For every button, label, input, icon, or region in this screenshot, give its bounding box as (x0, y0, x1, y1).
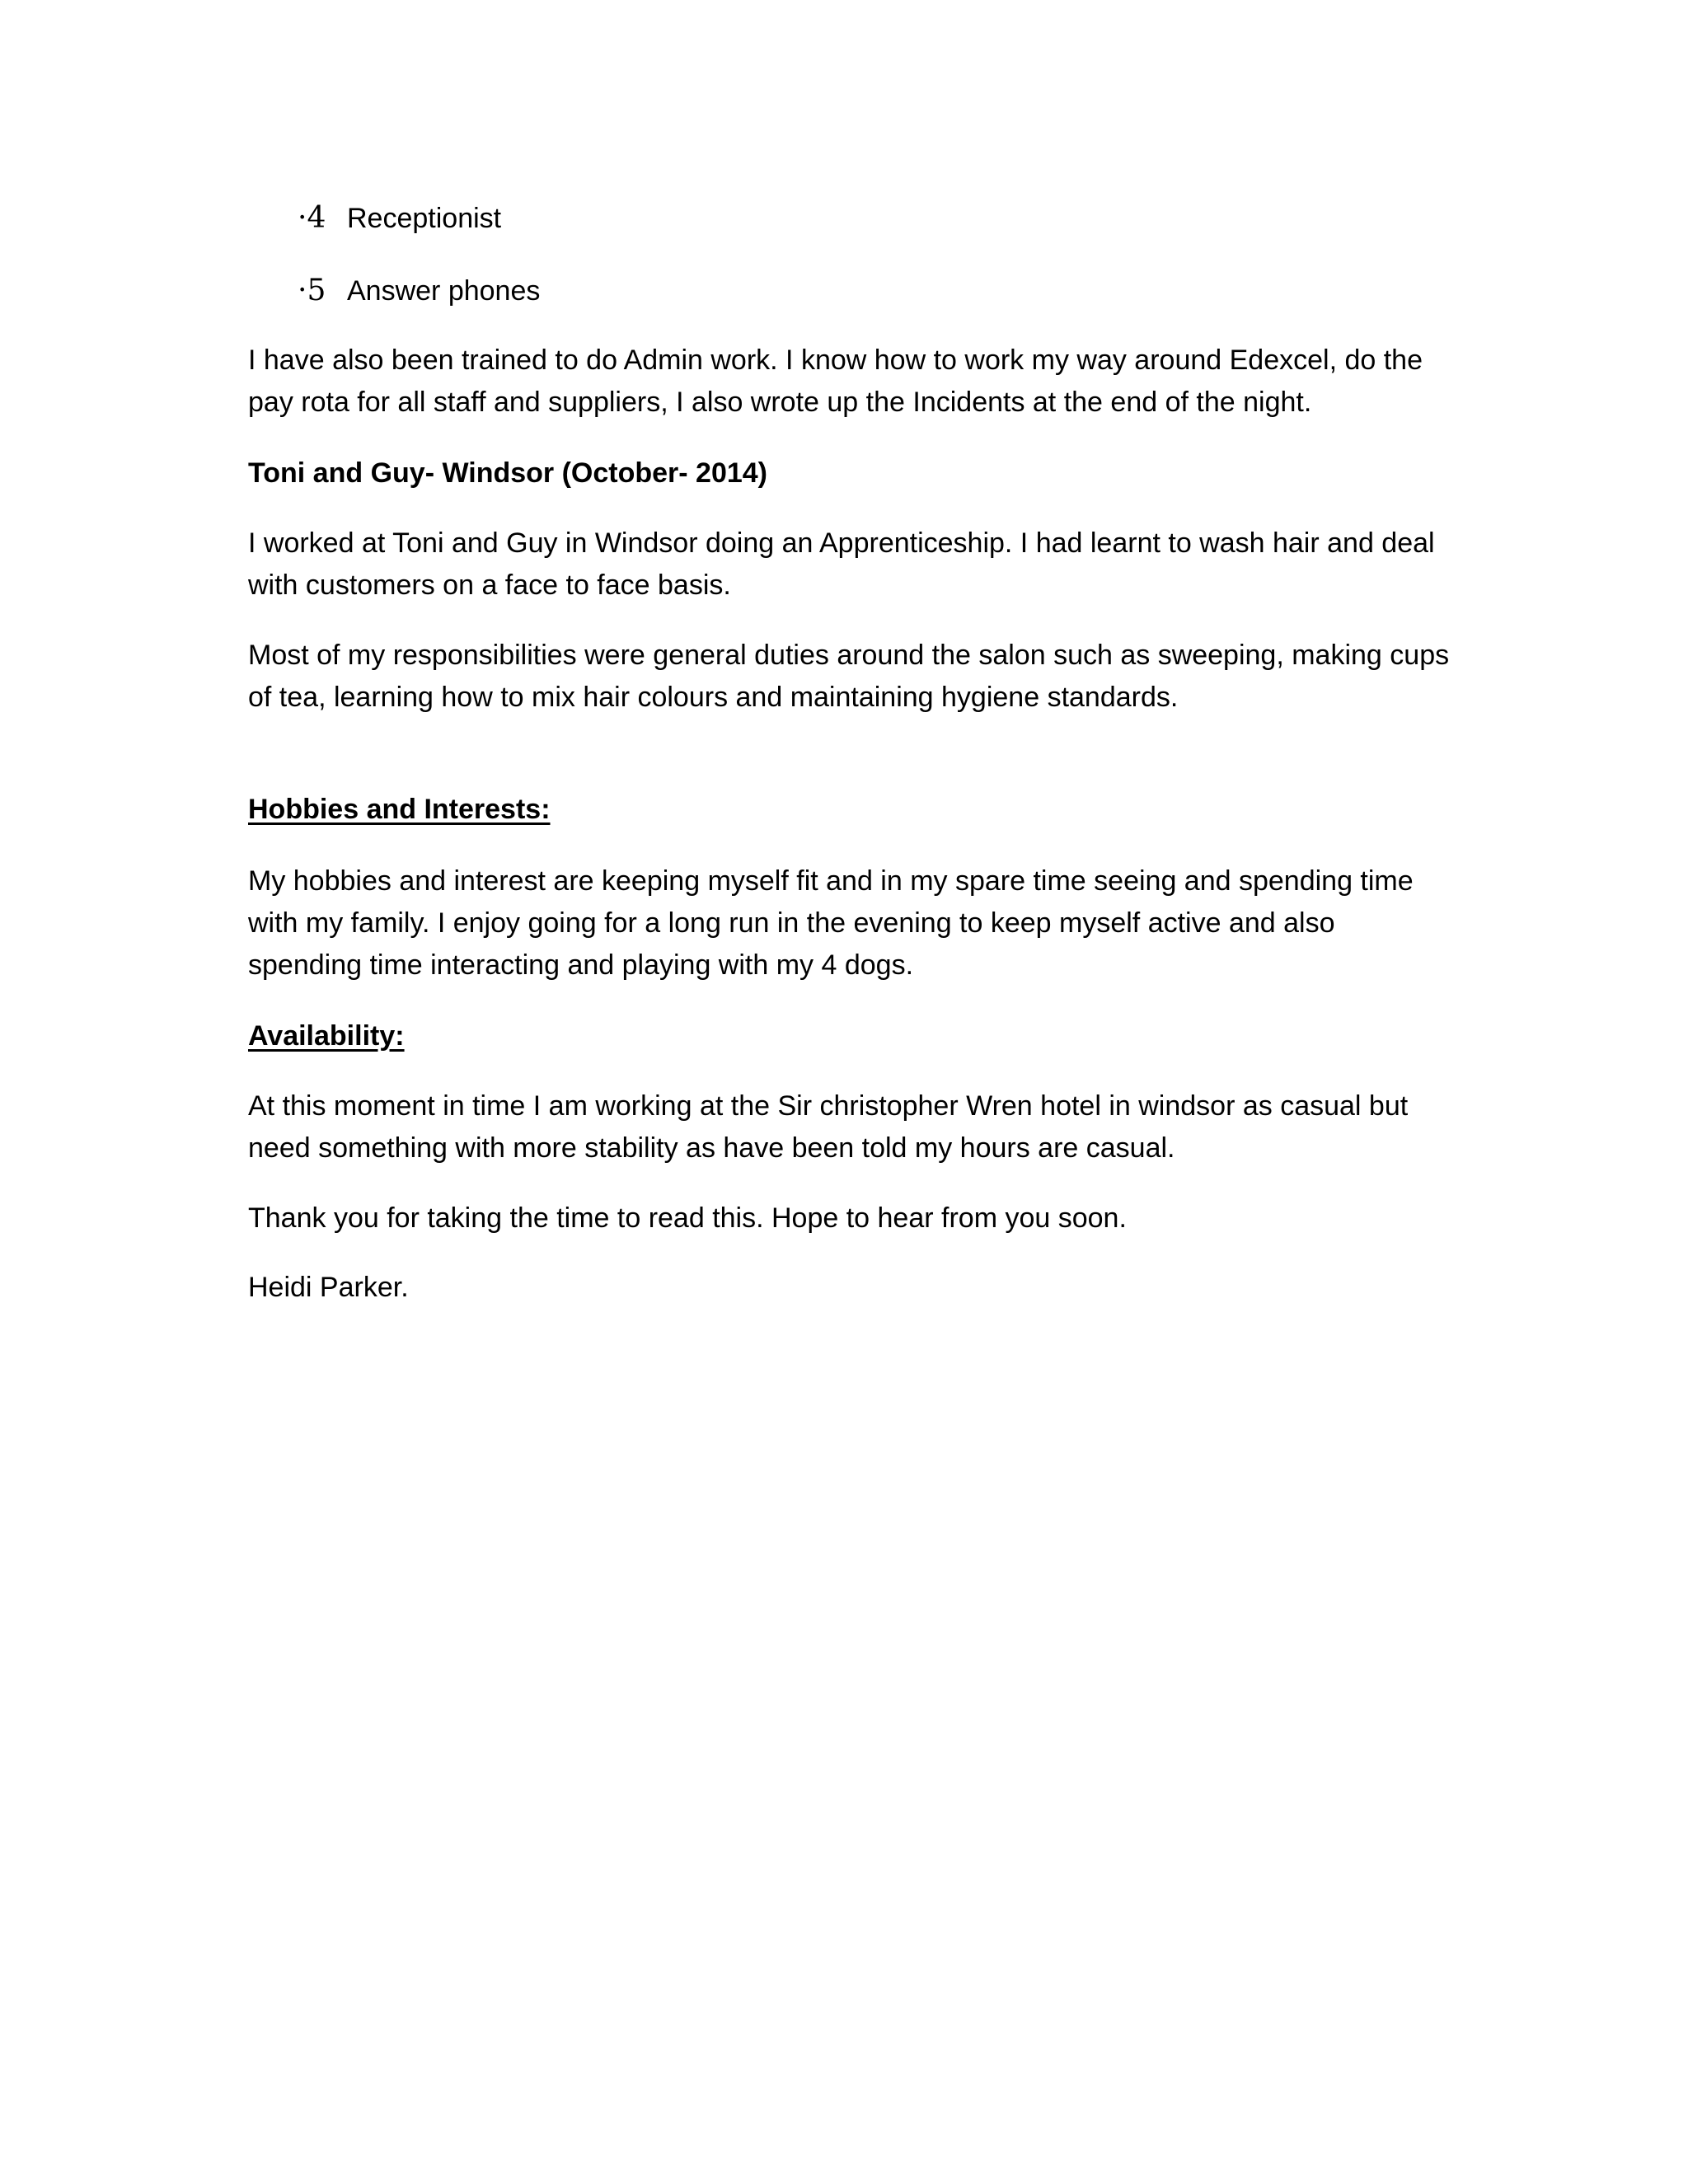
admin-paragraph: I have also been trained to do Admin work. I know how to work my way around Edexcel, do the pay rota for all staff and suppliers, I also wrote up the Incidents at the end of the night. (248, 344, 1423, 418)
list-item-text: Receptionist (347, 203, 502, 234)
availability-paragraph: At this moment in time I am working at the Sir christopher Wren hotel in windsor as casual but need something with more stability as have been told my hours are casual. (248, 1090, 1409, 1164)
list-marker: ·4 (298, 201, 326, 235)
availability-heading: Availability: (248, 1020, 405, 1052)
closing-line: Thank you for taking the time to read this. Hope to hear from you soon. (248, 1202, 1127, 1234)
list-marker: ·5 (298, 274, 326, 307)
signature: Heidi Parker. (248, 1272, 409, 1303)
toni-guy-paragraph-1: I worked at Toni and Guy in Windsor doing an Apprenticeship. I had learnt to wash hair and deal with customers on a face to face basis. (248, 527, 1435, 601)
toni-guy-heading: Toni and Guy- Windsor (October- 2014) (248, 457, 767, 489)
hobbies-paragraph: My hobbies and interest are keeping myself fit and in my spare time seeing and spending time with my family. I enjoy going for a long run in the evening to keep myself active and also spending time interacting and playing with my 4 dogs. (248, 865, 1414, 981)
hobbies-heading: Hobbies and Interests: (248, 794, 551, 825)
toni-guy-paragraph-2: Most of my responsibilities were general duties around the salon such as sweeping, making cups of tea, learning how to mix hair colours and maintaining hygiene standards. (248, 640, 1450, 713)
list-item (298, 200, 501, 237)
list-item (298, 273, 540, 309)
list-item-text: Answer phones (347, 275, 541, 307)
